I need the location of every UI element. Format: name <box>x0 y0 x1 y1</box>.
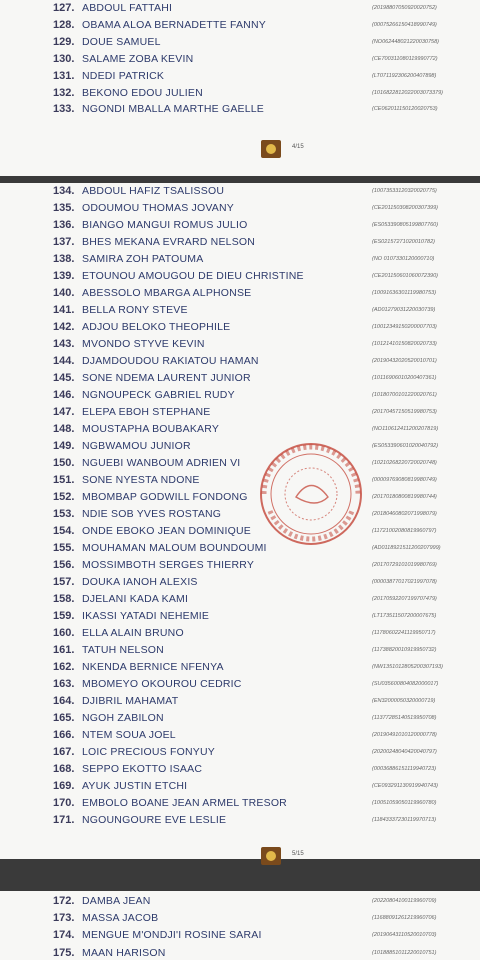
row-number: 153. <box>53 508 75 520</box>
row-number: 168. <box>53 763 75 775</box>
candidate-code: (NW1351012805200307193) <box>372 664 443 670</box>
candidate-name: NDIE SOB YVES ROSTANG <box>82 508 222 520</box>
list-item <box>0 812 480 829</box>
list-item <box>0 795 480 812</box>
row-number: 161. <box>53 644 75 656</box>
candidate-code: (20198807050920020752) <box>372 5 437 11</box>
candidate-name: NGONDI MBALLA MARTHE GAELLE <box>82 103 265 116</box>
candidate-name: NGNOUPECK GABRIEL RUDY <box>82 389 235 401</box>
list-item <box>0 353 480 370</box>
list-item <box>0 302 480 319</box>
candidate-code: (20170180800819980744) <box>372 494 437 500</box>
list-item <box>0 489 480 506</box>
row-number: 155. <box>53 542 75 554</box>
list-item <box>0 506 480 523</box>
candidate-code: (10091636301119980753) <box>372 290 437 296</box>
list-item <box>0 557 480 574</box>
list-item <box>0 17 480 34</box>
candidate-name: ELEPA EBOH STEPHANE <box>82 406 211 418</box>
candidate-name: MOSSIMBOTH SERGES THIERRY <box>82 559 255 571</box>
row-number: 134. <box>53 185 75 197</box>
candidate-name: OBAMA ALOA BERNADETTE FANNY <box>82 18 266 31</box>
list-item <box>0 285 480 302</box>
candidate-code: (ES053390601020040792) <box>372 443 439 449</box>
list-item <box>0 68 480 85</box>
row-number: 148. <box>53 423 75 435</box>
row-number: 138. <box>53 253 75 265</box>
candidate-name: BELLA RONY STEVE <box>82 304 188 316</box>
candidate-name: MOUHAMAN MALOUM BOUNDOUMI <box>82 542 267 554</box>
list-item <box>0 778 480 795</box>
row-number: 136. <box>53 219 75 231</box>
list-item <box>0 217 480 234</box>
candidate-name: DJAMDOUDOU RAKIATOU HAMAN <box>82 355 259 367</box>
candidate-code: (11721002080819960797) <box>372 528 437 534</box>
candidate-name: MBOMEYO OKOUROU CEDRIC <box>82 678 242 690</box>
candidate-code: (SU035600804082000017) <box>372 681 439 687</box>
row-number: 162. <box>53 661 75 673</box>
candidate-name: DJIBRIL MAHAMAT <box>82 695 179 707</box>
list-item <box>0 893 480 910</box>
row-number: 169. <box>53 780 75 792</box>
candidate-code: (CE201150308200307399) <box>372 205 438 211</box>
row-number: 142. <box>53 321 75 333</box>
list-item <box>0 387 480 404</box>
candidate-name: ABDOUL HAFIZ TSALISSOU <box>82 185 225 197</box>
candidate-name: MAAN HARISON <box>82 946 166 959</box>
candidate-name: SEPPO EKOTTO ISAAC <box>82 763 203 775</box>
list-item <box>0 234 480 251</box>
list-item <box>0 744 480 761</box>
row-number: 135. <box>53 202 75 214</box>
candidate-code: (20170592207199707479) <box>372 596 437 602</box>
candidate-name: IKASSI YATADI NEHEMIE <box>82 610 210 622</box>
candidate-code: (ES053390805199807760) <box>372 222 439 228</box>
candidate-code: (NO062448021220030758) <box>372 38 439 45</box>
row-number: 163. <box>53 678 75 690</box>
list-item <box>0 51 480 68</box>
row-number: 133. <box>53 103 75 116</box>
row-number: 131. <box>53 69 75 82</box>
list-item <box>0 945 480 960</box>
candidate-name: NDEDI PATRICK <box>82 69 165 82</box>
list-item <box>0 540 480 557</box>
row-number: 158. <box>53 593 75 605</box>
candidate-code: (11377285140519950708) <box>372 715 437 721</box>
list-item <box>0 591 480 608</box>
candidate-code: (00075266150418990749) <box>372 21 437 28</box>
emblem-icon <box>261 847 281 865</box>
candidate-code: (ES02157271020010782) <box>372 239 436 245</box>
candidate-code: (20180460802071998079) <box>372 511 437 517</box>
document-page-6 <box>0 891 480 960</box>
row-number: 172. <box>53 895 75 907</box>
candidate-name: MVONDO STYVE KEVIN <box>82 338 205 350</box>
row-number: 127. <box>53 2 75 14</box>
candidate-name: MASSA JACOB <box>82 912 159 925</box>
candidate-name: NTEM SOUA JOEL <box>82 729 176 741</box>
list-item <box>0 761 480 778</box>
candidate-name: BEKONO EDOU JULIEN <box>82 86 203 99</box>
candidate-name: NGUEBI WANBOUM ADRIEN VI <box>82 457 241 469</box>
list-item <box>0 404 480 421</box>
candidate-code: (00009769080819980749) <box>372 477 437 483</box>
candidate-name: LOIC PRECIOUS FONYUY <box>82 746 215 758</box>
candidate-name: BHES MEKANA EVRARD NELSON <box>82 236 256 248</box>
list-item <box>0 200 480 217</box>
list-item <box>0 0 480 17</box>
row-number: 160. <box>53 627 75 639</box>
list-item <box>0 693 480 710</box>
candidate-name: SALAME ZOBA KEVIN <box>82 52 194 65</box>
candidate-name: DOUE SAMUEL <box>82 35 161 48</box>
candidate-code: (20170729101019980769) <box>372 562 437 568</box>
row-number: 152. <box>53 491 75 503</box>
candidate-code: (CE062011150120020753) <box>372 106 438 113</box>
candidate-code: (10012349150200007703) <box>372 324 437 330</box>
list-item <box>0 370 480 387</box>
document-page-5 <box>0 183 480 859</box>
candidate-code: (10116906010200407361) <box>372 375 437 381</box>
list-item <box>0 34 480 51</box>
list-item <box>0 319 480 336</box>
row-number: 175. <box>53 946 75 959</box>
candidate-name: ETOUNOU AMOUGOU DE DIEU CHRISTINE <box>82 270 304 282</box>
page-footer <box>0 138 480 160</box>
list-item <box>0 183 480 200</box>
candidate-name: MENGUE M'ONDJI'I ROSINE SARAI <box>82 929 262 942</box>
candidate-code: (11738820010919950732) <box>372 647 437 653</box>
candidate-code: (20190491010120000778) <box>372 732 437 738</box>
candidate-code: (20170457150519980753) <box>372 409 437 415</box>
list-item <box>0 574 480 591</box>
list-item <box>0 336 480 353</box>
candidate-name: DJELANI KADA KAMI <box>82 593 189 605</box>
candidate-name: ONDE EBOKO JEAN DOMINIQUE <box>82 525 251 537</box>
candidate-name: MBOMBAP GODWILL FONDONG <box>82 491 248 503</box>
candidate-code: (10210268220720020748) <box>372 460 437 466</box>
candidate-name: NKENDA BERNICE NFENYA <box>82 661 224 673</box>
candidate-code: (LT173511507200007675) <box>372 613 437 619</box>
candidate-name: ELLA ALAIN BRUNO <box>82 627 184 639</box>
candidate-code: (AD0118921511200207999) <box>372 545 441 551</box>
candidate-name: TATUH NELSON <box>82 644 164 656</box>
candidate-code: (11688091261219960706) <box>372 915 437 922</box>
row-number: 130. <box>53 52 75 65</box>
candidate-name: SONE NYESTA NDONE <box>82 474 200 486</box>
candidate-code: (CE201150601060072390) <box>372 273 438 279</box>
row-number: 141. <box>53 304 75 316</box>
list-item <box>0 642 480 659</box>
list-item <box>0 927 480 944</box>
list-item <box>0 251 480 268</box>
list-item <box>0 438 480 455</box>
list-item <box>0 472 480 489</box>
row-number: 146. <box>53 389 75 401</box>
row-number: 174. <box>53 929 75 942</box>
list-item <box>0 101 480 118</box>
candidate-code: (20190643110520010703) <box>372 932 437 939</box>
candidate-code: (NO 0107330120000710) <box>372 256 435 262</box>
candidate-code: (CE700311080119990772) <box>372 55 438 62</box>
list-item <box>0 676 480 693</box>
candidate-code: (10073533120320020775) <box>372 188 437 194</box>
candidate-name: MOUSTAPHA BOUBAKARY <box>82 423 220 435</box>
row-number: 159. <box>53 610 75 622</box>
list-item <box>0 727 480 744</box>
row-number: 128. <box>53 18 75 31</box>
row-number: 166. <box>53 729 75 741</box>
list-item <box>0 659 480 676</box>
candidate-code: (1016822812022003073379) <box>372 89 443 96</box>
candidate-name: ADJOU BELOKO THEOPHILE <box>82 321 231 333</box>
candidate-code: (EN32000050320000719) <box>372 698 436 704</box>
row-number: 171. <box>53 814 75 826</box>
row-number: 165. <box>53 712 75 724</box>
candidate-code: (LT071192306200407898) <box>372 72 437 79</box>
row-number: 143. <box>53 338 75 350</box>
row-number: 167. <box>53 746 75 758</box>
row-number: 145. <box>53 372 75 384</box>
list-item <box>0 710 480 727</box>
row-number: 173. <box>53 912 75 925</box>
row-number: 164. <box>53 695 75 707</box>
list-item <box>0 608 480 625</box>
candidate-name: NGBWAMOU JUNIOR <box>82 440 191 452</box>
row-number: 157. <box>53 576 75 588</box>
candidate-code: (CE093291130919940743) <box>372 783 438 789</box>
candidate-code: (20220804100119960709) <box>372 898 437 904</box>
candidate-code: (NO110612411200207819) <box>372 426 439 432</box>
row-number: 170. <box>53 797 75 809</box>
candidate-name: DOUKA IANOH ALEXIS <box>82 576 198 588</box>
candidate-name: EMBOLO BOANE JEAN ARMEL TRESOR <box>82 797 287 809</box>
candidate-name: DAMBA JEAN <box>82 895 151 907</box>
candidate-name: NGOH ZABILON <box>82 712 164 724</box>
list-item <box>0 523 480 540</box>
candidate-code: (10180700101220020761) <box>372 392 437 398</box>
candidate-name: AYUK JUSTIN ETCHI <box>82 780 188 792</box>
candidate-name: ABDOUL FATTAHI <box>82 2 173 14</box>
row-number: 156. <box>53 559 75 571</box>
candidate-name: SAMIRA ZOH PATOUMA <box>82 253 204 265</box>
candidate-code: (10188851011220010751) <box>372 949 437 956</box>
candidate-name: SONE NDEMA LAURENT JUNIOR <box>82 372 251 384</box>
candidate-code: (20190432020520010701) <box>372 358 437 364</box>
candidate-name: ODOUMOU THOMAS JOVANY <box>82 202 234 214</box>
list-item <box>0 421 480 438</box>
list-item <box>0 85 480 102</box>
page-footer <box>0 845 480 867</box>
candidate-code: (11780602241119950717) <box>372 630 436 636</box>
list-item <box>0 455 480 472</box>
row-number: 139. <box>53 270 75 282</box>
row-number: 129. <box>53 35 75 48</box>
list-item <box>0 625 480 642</box>
candidate-code: (10051059050119960780) <box>372 800 437 806</box>
row-number: 132. <box>53 86 75 99</box>
row-number: 137. <box>53 236 75 248</box>
candidate-name: BIANGO MANGUI ROMUS JULIO <box>82 219 248 231</box>
row-number: 149. <box>53 440 75 452</box>
row-number: 144. <box>53 355 75 367</box>
row-number: 150. <box>53 457 75 469</box>
page-number: 5/15 <box>292 851 304 857</box>
row-number: 140. <box>53 287 75 299</box>
page-number: 4/15 <box>292 144 304 150</box>
list-item <box>0 268 480 285</box>
candidate-name: ABESSOLO MBARGA ALPHONSE <box>82 287 252 299</box>
candidate-code: (00003877017021997078) <box>372 579 437 585</box>
candidate-code: (AD01279031220030739) <box>372 307 436 313</box>
candidate-name: NGOUNGOURE EVE LESLIE <box>82 814 227 826</box>
row-number: 154. <box>53 525 75 537</box>
candidate-code: (00036886151119940723) <box>372 766 437 772</box>
candidate-code: (10121410150820020733) <box>372 341 437 347</box>
emblem-icon <box>261 140 281 158</box>
candidate-code: (11843337230119970713) <box>372 817 437 823</box>
list-item <box>0 910 480 927</box>
candidate-code: (20200248040420040797) <box>372 749 437 755</box>
row-number: 151. <box>53 474 75 486</box>
row-number: 147. <box>53 406 75 418</box>
